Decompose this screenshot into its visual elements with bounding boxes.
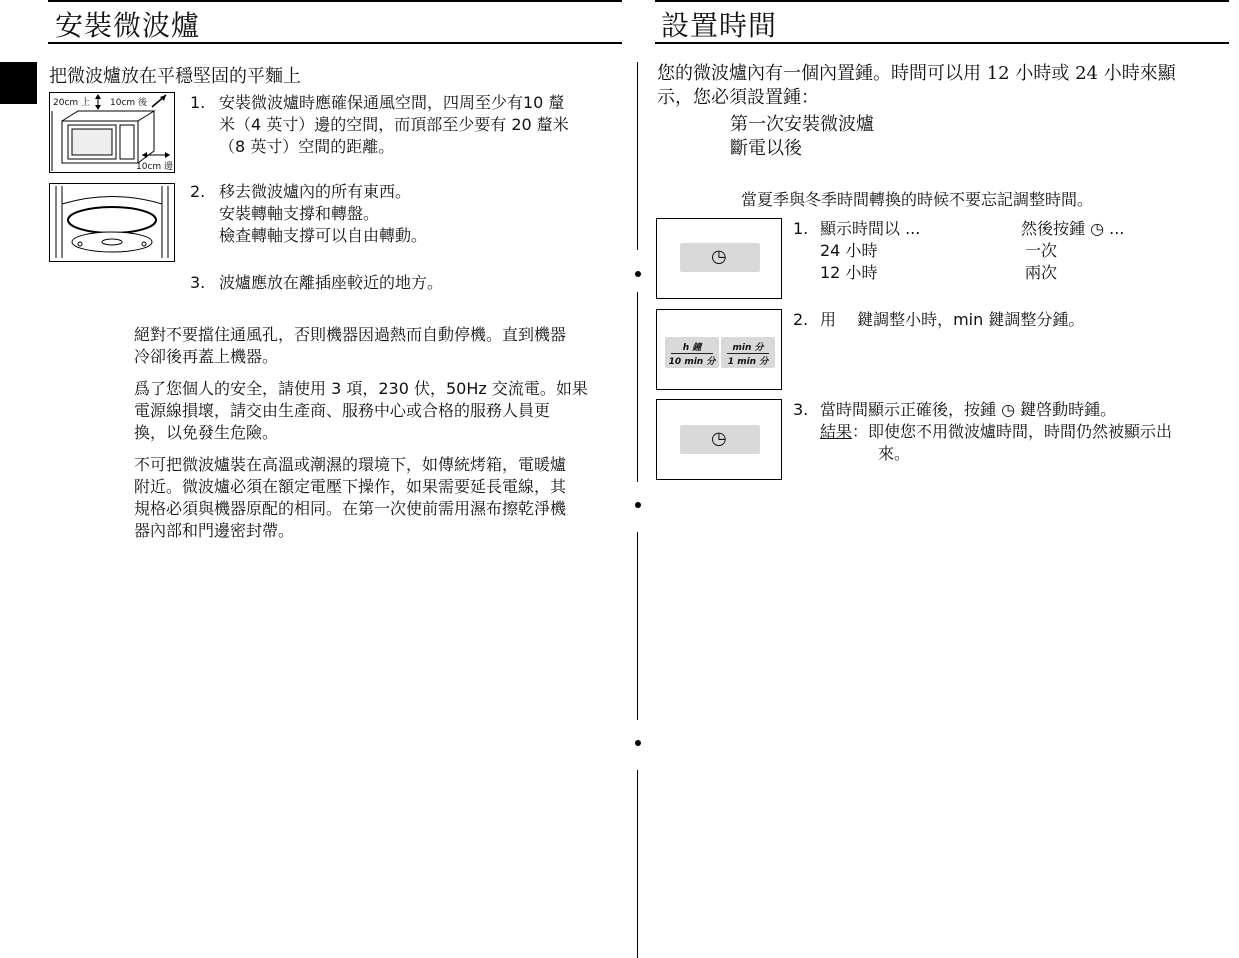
right-step-1-col1 [820, 218, 920, 284]
turntable-drawing [50, 184, 174, 261]
clock-intro [657, 62, 1176, 110]
text-line: 安裝轉軸支撐和轉盤。 [219, 204, 380, 223]
clock-icon: ◷ [711, 246, 727, 267]
clock-cases [730, 113, 874, 161]
result-label: 結果 [820, 422, 853, 441]
text-line: 不可把微波爐裝在高溫或潮濕的環境下，如傳統烤箱，電暖爐 [134, 455, 567, 474]
text-line: 斷電以後 [730, 138, 802, 159]
divider-dot [635, 271, 641, 277]
text-line: 兩次 [1025, 263, 1058, 282]
text-line: 米（4 英寸）邊的空間，而頂部至少要有 20 釐米 [219, 115, 569, 134]
right-step-3: 當時間顯示正確後，按鍾 ◷ 鍵啓動時鍾。 [820, 400, 1117, 419]
text-line: 12 小時 [820, 263, 878, 282]
column-divider [637, 62, 638, 250]
right-page-title: 設置時間 [661, 9, 778, 42]
left-step-1-num: 1. [190, 93, 206, 112]
microwave-clearance-figure [49, 92, 175, 173]
text-line: 器內部和門邊密封帶。 [134, 521, 295, 540]
hour-key-bottom: 10 min 分 [668, 357, 716, 367]
hour-key-top: h 鐘 [671, 337, 713, 354]
left-subtitle: 把微波爐放在平穩堅固的平麵上 [49, 66, 301, 87]
result-text: ：即使您不用微波爐時間，時間仍然被顯示出 [852, 422, 1173, 441]
column-divider [637, 292, 638, 482]
text-line: 顯示時間以 ... [820, 219, 921, 238]
left-step-2-num: 2. [190, 182, 206, 201]
right-step-3-num: 3. [793, 400, 809, 419]
right-step-1-num: 1. [793, 219, 809, 238]
text-line: 換，以免發生危險。 [134, 423, 279, 442]
placement-note [134, 454, 624, 542]
right-step-2-num: 2. [793, 310, 809, 329]
text-line: 24 小時 [820, 241, 878, 260]
text-line: 移去微波爐內的所有東西。 [219, 182, 412, 201]
right-step-2: 用 鍵調整小時，min 鍵調整分鍾。 [820, 310, 1085, 329]
clock-button [680, 425, 760, 454]
text-line: 示，您必須設置鍾： [657, 87, 819, 108]
clock-button [680, 243, 760, 272]
text-line: 爲了您個人的安全，請使用 3 項，230 伏，50Hz 交流電。如果 [134, 379, 588, 398]
right-step-3-result [820, 421, 1172, 443]
text-line: 您的微波爐內有一個內置鍾。時間可以用 12 小時或 24 小時來顯 [657, 63, 1176, 84]
text-line: 第一次安裝微波爐 [730, 114, 874, 135]
result-continuation: 來。 [878, 444, 911, 463]
ventilation-warning [134, 324, 624, 368]
text-line: 安裝微波爐時應確保通風空間，四周至少有10 釐 [219, 93, 565, 112]
back-clearance-label: 10cm 後 [110, 98, 148, 108]
divider-dot [635, 740, 641, 746]
top-clearance-label: 20cm 上 [53, 98, 91, 108]
text-line: 附近。微波爐必須在額定電壓下操作，如果需要延長電線，其 [134, 477, 567, 496]
left-page-title: 安裝微波爐 [55, 9, 201, 42]
text-line: 冷卻後再蓋上機器。 [134, 347, 279, 366]
text-line: 然後按鍾 ◷ ... [1021, 219, 1125, 238]
text-line: 電源線損壞，請交由生產商、服務中心或合格的服務人員更 [134, 401, 551, 420]
side-clearance-label: 10cm 邊 [136, 162, 174, 172]
left-step-1 [219, 92, 569, 158]
divider-dot [635, 502, 641, 508]
power-safety-note [134, 378, 624, 444]
column-divider [637, 770, 638, 958]
section-tab [0, 62, 37, 104]
left-step-2 [219, 181, 427, 247]
clock-icon: ◷ [711, 428, 727, 449]
left-step-3-num: 3. [190, 273, 206, 292]
column-divider [637, 532, 638, 720]
minute-key [721, 337, 775, 368]
turntable-figure [49, 183, 175, 262]
text-line: 一次 [1025, 241, 1058, 260]
display-panel-figure [656, 218, 782, 299]
right-step-1-col2 [1021, 218, 1124, 284]
keypad-figure [656, 309, 782, 390]
dst-reminder: 當夏季與冬季時間轉換的時候不要忘記調整時間。 [741, 190, 1094, 209]
left-step-3: 波爐應放在離插座較近的地方。 [219, 273, 444, 292]
minute-key-bottom: 1 min 分 [727, 357, 769, 367]
text-line: 絕對不要擋住通風孔，否則機器因過熱而自動停機。直到機器 [134, 325, 567, 344]
display-panel-figure [656, 399, 782, 480]
hour-key [665, 337, 719, 368]
minute-key-top: min 分 [727, 337, 769, 354]
text-line: 檢查轉軸支撐可以自由轉動。 [219, 226, 428, 245]
text-line: （8 英寸）空間的距離。 [219, 137, 395, 156]
text-line: 規格必須與機器原配的相同。在第一次使前需用濕布擦乾淨機 [134, 499, 567, 518]
